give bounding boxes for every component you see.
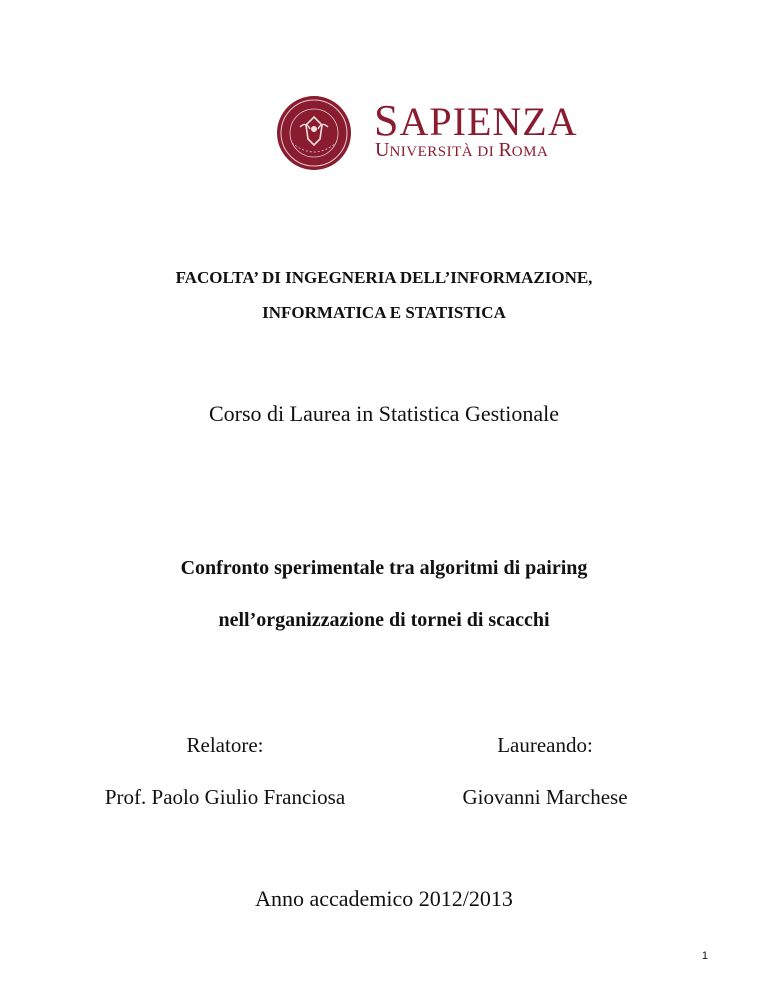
university-seal-icon	[276, 95, 352, 171]
supervisor-name: Prof. Paolo Giulio Franciosa	[104, 785, 346, 809]
candidate-label: Laureando:	[497, 733, 593, 757]
university-logo	[276, 95, 576, 171]
faculty-line-1: FACOLTA’ DI INGEGNERIA DELL’INFORMAZIONE,	[175, 268, 593, 287]
university-subtitle: UNIVERSITÀ DI ROMA	[375, 139, 549, 161]
faculty-line-2: INFORMATICA E STATISTICA	[262, 303, 506, 322]
thesis-title-line-1: Confronto sperimentale tra algoritmi di pairing	[180, 557, 588, 579]
page-number: 1	[701, 950, 708, 962]
university-name: SAPIENZA	[374, 96, 578, 145]
thesis-title-line-2: nell’organizzazione di tornei di scacchi	[218, 609, 550, 631]
course-name: Corso di Laurea in Statistica Gestionale	[208, 401, 560, 426]
academic-year: Anno accademico 2012/2013	[255, 886, 513, 911]
supervisor-label: Relatore:	[186, 733, 264, 757]
candidate-name: Giovanni Marchese	[462, 785, 628, 809]
